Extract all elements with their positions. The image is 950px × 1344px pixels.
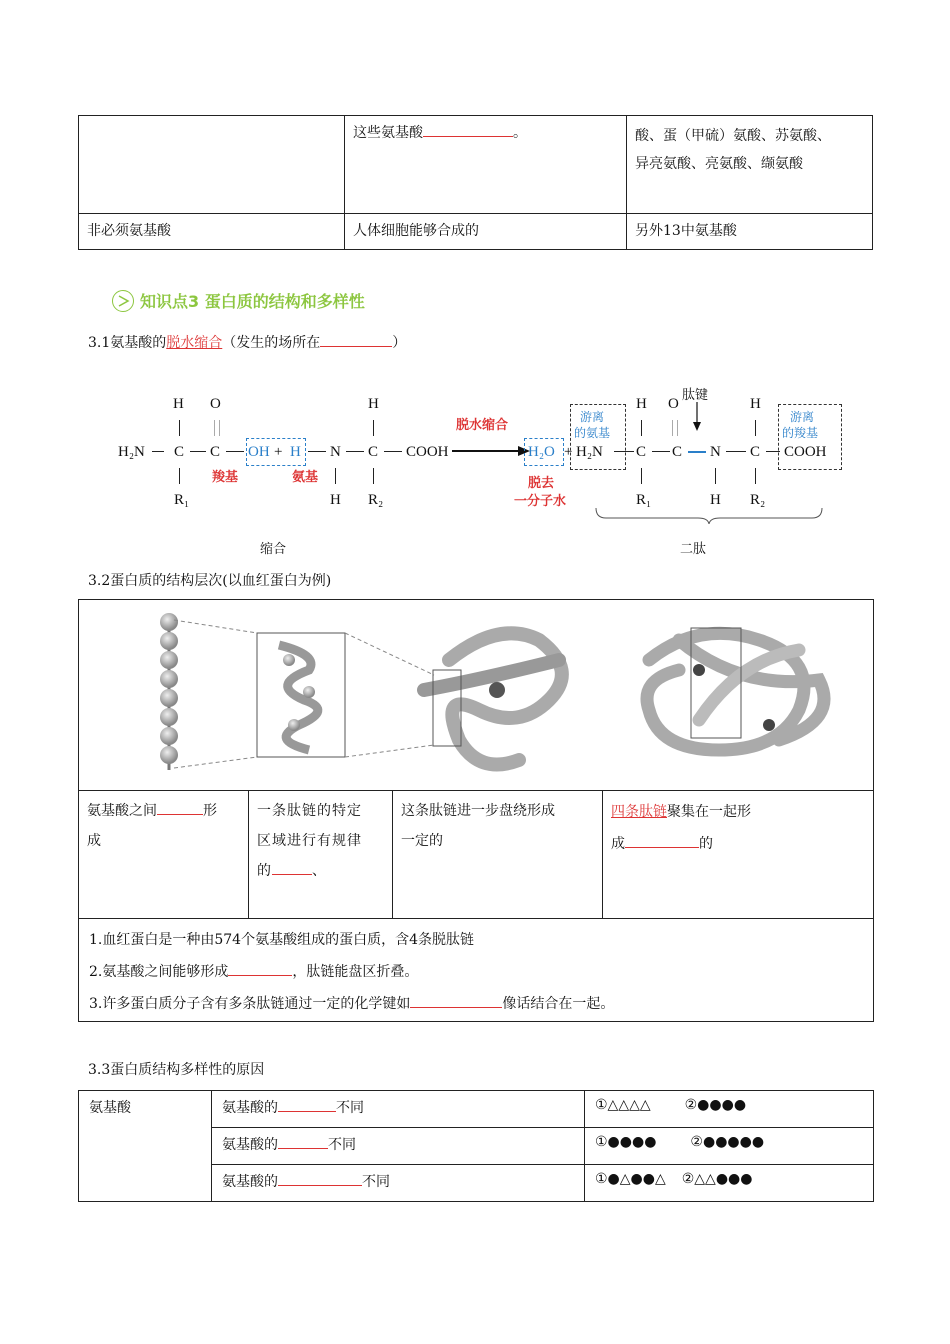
bond-v [715, 468, 716, 484]
text: 氨基酸 [89, 1100, 131, 1116]
arrow-label: 脱水缩合 [456, 418, 509, 433]
text: 另外13中氨基酸 [635, 223, 737, 239]
diversity-example [585, 1165, 874, 1202]
remove-label: 脱去 [528, 476, 555, 491]
text: ②●●●● [684, 1097, 747, 1113]
peptide-bond-label: 肽键 [682, 388, 709, 403]
tertiary-structure [424, 633, 562, 764]
remove-label: 一分子水 [514, 494, 567, 509]
answer-blank[interactable] [423, 122, 513, 137]
plus-sign: + [274, 444, 283, 460]
text: 不同 [328, 1137, 356, 1153]
diversity-table [78, 1090, 874, 1202]
atom-c: C [750, 444, 761, 460]
amino-group: H₂N [576, 444, 603, 460]
table1-r1-c3 [627, 116, 873, 214]
atom-n: N [330, 444, 341, 460]
bond-v [755, 468, 756, 484]
free-carboxyl-label: 的羧基 [782, 426, 819, 440]
structure-notes [79, 918, 873, 1026]
diversity-left-cell [79, 1091, 212, 1202]
bond-h [614, 451, 634, 452]
label-amino: 氨基 [292, 469, 319, 484]
diversity-cause [212, 1165, 585, 1202]
bond-v [335, 468, 336, 484]
helix [257, 633, 345, 757]
text: 、 [312, 863, 327, 879]
text: ，肽链能盘区折叠。 [292, 964, 419, 980]
note-1: 1.血红蛋白是一种由574个氨基酸组成的蛋白质，含4条脱肽链 [89, 932, 474, 948]
water: H₂O [528, 444, 555, 460]
atom-h: H [368, 396, 379, 412]
text: 成 [611, 836, 625, 852]
atom-c: C [368, 444, 379, 460]
text: 氨基酸的 [222, 1100, 278, 1116]
text: 形 [203, 803, 217, 819]
text: 氨基酸的 [222, 1137, 278, 1153]
down-arrow-icon [692, 402, 702, 432]
plus-sign: + [564, 444, 573, 460]
section-heading [112, 289, 365, 312]
free-carboxyl-label: 游离 [790, 410, 815, 424]
text: 2.氨基酸之间能够形成 [89, 964, 229, 980]
text: 酸、蛋（甲硫）氨酸、苏氨酸、 [635, 128, 831, 144]
bond-v [373, 420, 374, 436]
bond-v [179, 420, 180, 436]
diversity-example [585, 1091, 874, 1128]
table1-r1-c1 [79, 116, 345, 214]
text: 成 [87, 833, 101, 849]
answer-blank[interactable] [272, 860, 312, 875]
bond-h [152, 451, 164, 452]
atom-o: O [210, 396, 221, 412]
text: 非必须氨基酸 [87, 223, 171, 239]
answer-blank[interactable] [278, 1171, 362, 1186]
quaternary-structure [647, 628, 824, 750]
bond-h [346, 451, 364, 452]
table1-r2-c2 [345, 214, 627, 250]
desc-cell-4 [603, 790, 873, 918]
arrow-circle-icon [112, 290, 134, 312]
text: ②●●●●● [690, 1134, 765, 1150]
note-3 [89, 988, 863, 1020]
text: 3.3蛋白质结构多样性的原因 [88, 1062, 265, 1078]
amino-group: H₂N [118, 444, 145, 460]
diversity-example [585, 1128, 874, 1165]
brace [594, 508, 824, 524]
highlight-text: 脱水缩合 [166, 335, 223, 351]
r2-group: R₂ [368, 492, 384, 508]
atom-h: H [290, 444, 301, 460]
bond-v [641, 420, 642, 436]
bond-h [226, 451, 244, 452]
text: 一条肽链的特定 [257, 803, 362, 819]
double-bond [214, 420, 220, 436]
answer-blank[interactable] [320, 332, 392, 347]
atom-h: H [750, 396, 761, 412]
atom-h: H [173, 396, 184, 412]
atom-c: C [174, 444, 185, 460]
answer-blank[interactable] [278, 1134, 328, 1149]
text: （发生的场所在 [222, 335, 321, 351]
text: ②△△●●● [681, 1171, 753, 1187]
text: 3.许多蛋白质分子含有多条肽链通过一定的化学键如 [89, 996, 411, 1012]
bond-h [190, 451, 206, 452]
note-2 [89, 956, 863, 988]
subsection-3-1 [88, 332, 406, 352]
text: 异亮氨酸、亮氨酸、缬氨酸 [635, 156, 803, 172]
free-amino-label: 游离 [580, 410, 605, 424]
answer-blank[interactable] [278, 1097, 336, 1112]
protein-structure-figure [79, 600, 873, 790]
bond-v [641, 468, 642, 484]
desc-cell-1 [79, 790, 249, 918]
subsection-3-2 [88, 570, 331, 590]
primary-chain [160, 613, 178, 770]
bond-h [308, 451, 326, 452]
desc-cell-3 [393, 790, 603, 918]
text: 的 [257, 863, 272, 879]
atom-c: C [636, 444, 647, 460]
atom-h: H [710, 492, 721, 508]
text: 区域进行有规律 [257, 833, 362, 849]
text: 3.2蛋白质的结构层次(以血红蛋白为例) [88, 573, 332, 589]
carboxyl-group: COOH [406, 444, 449, 460]
r2-group: R₂ [750, 492, 766, 508]
bond-v [179, 468, 180, 484]
section-title: 知识点3 蛋白质的结构和多样性 [140, 292, 365, 311]
atom-h: H [330, 492, 341, 508]
answer-blank[interactable] [625, 833, 699, 848]
atom-c: C [210, 444, 221, 460]
answer-blank[interactable] [410, 993, 502, 1008]
peptide-bond [688, 451, 706, 453]
table1-r2-c1 [79, 214, 345, 250]
atom-n: N [710, 444, 721, 460]
atom-o: O [668, 396, 679, 412]
text: 不同 [336, 1100, 364, 1116]
bond-v [755, 420, 756, 436]
desc-cell-2 [249, 790, 393, 918]
text: 的 [699, 836, 713, 852]
carboxyl-group: COOH [784, 444, 827, 460]
text: 人体细胞能够合成的 [353, 223, 479, 239]
caption-left: 缩合 [260, 542, 287, 557]
text: 一定的 [401, 833, 443, 849]
structure-desc-row [79, 790, 873, 919]
text: 像话结合在一起。 [502, 996, 615, 1012]
hydroxyl: OH [248, 444, 270, 460]
label-carboxyl: 羧基 [212, 469, 239, 484]
caption-right: 二肽 [680, 542, 707, 557]
bond-h [384, 451, 402, 452]
text: 3.1氨基酸的 [88, 335, 167, 351]
structure-illustration [79, 600, 873, 791]
answer-blank[interactable] [228, 961, 292, 976]
structure-table [78, 599, 874, 1022]
bond-h [652, 451, 670, 452]
diversity-cause [212, 1128, 585, 1165]
text: 氨基酸之间 [87, 803, 157, 819]
bond-v [373, 468, 374, 484]
free-amino-label: 的氨基 [574, 426, 611, 440]
text: 氨基酸的 [222, 1174, 278, 1190]
answer-blank[interactable] [157, 800, 203, 815]
reaction-arrow-icon [452, 445, 532, 457]
text: ①△△△△ [595, 1097, 651, 1113]
text: 这条肽链进一步盘绕形成 [401, 803, 555, 819]
highlight-text: 四条肽链 [611, 804, 667, 820]
diversity-cause [212, 1091, 585, 1128]
bond-h [726, 451, 746, 452]
subsection-3-3 [88, 1059, 264, 1079]
atom-h: H [636, 396, 647, 412]
text: 聚集在一起形 [667, 804, 751, 820]
table1-r2-c3 [627, 214, 873, 250]
text: 这些氨基酸 [353, 125, 423, 141]
text: 。 [513, 125, 527, 141]
r1-group: R₁ [174, 492, 190, 508]
text: ①●△●●△ [595, 1171, 666, 1187]
amino-acid-table [78, 115, 873, 250]
text: ①●●●● [595, 1134, 657, 1150]
text: 不同 [362, 1174, 390, 1190]
atom-c: C [672, 444, 683, 460]
table1-r1-c2 [345, 116, 627, 214]
double-bond [672, 420, 678, 436]
condensation-diagram [110, 380, 870, 560]
text: ） [392, 335, 407, 351]
r1-group: R₁ [636, 492, 652, 508]
